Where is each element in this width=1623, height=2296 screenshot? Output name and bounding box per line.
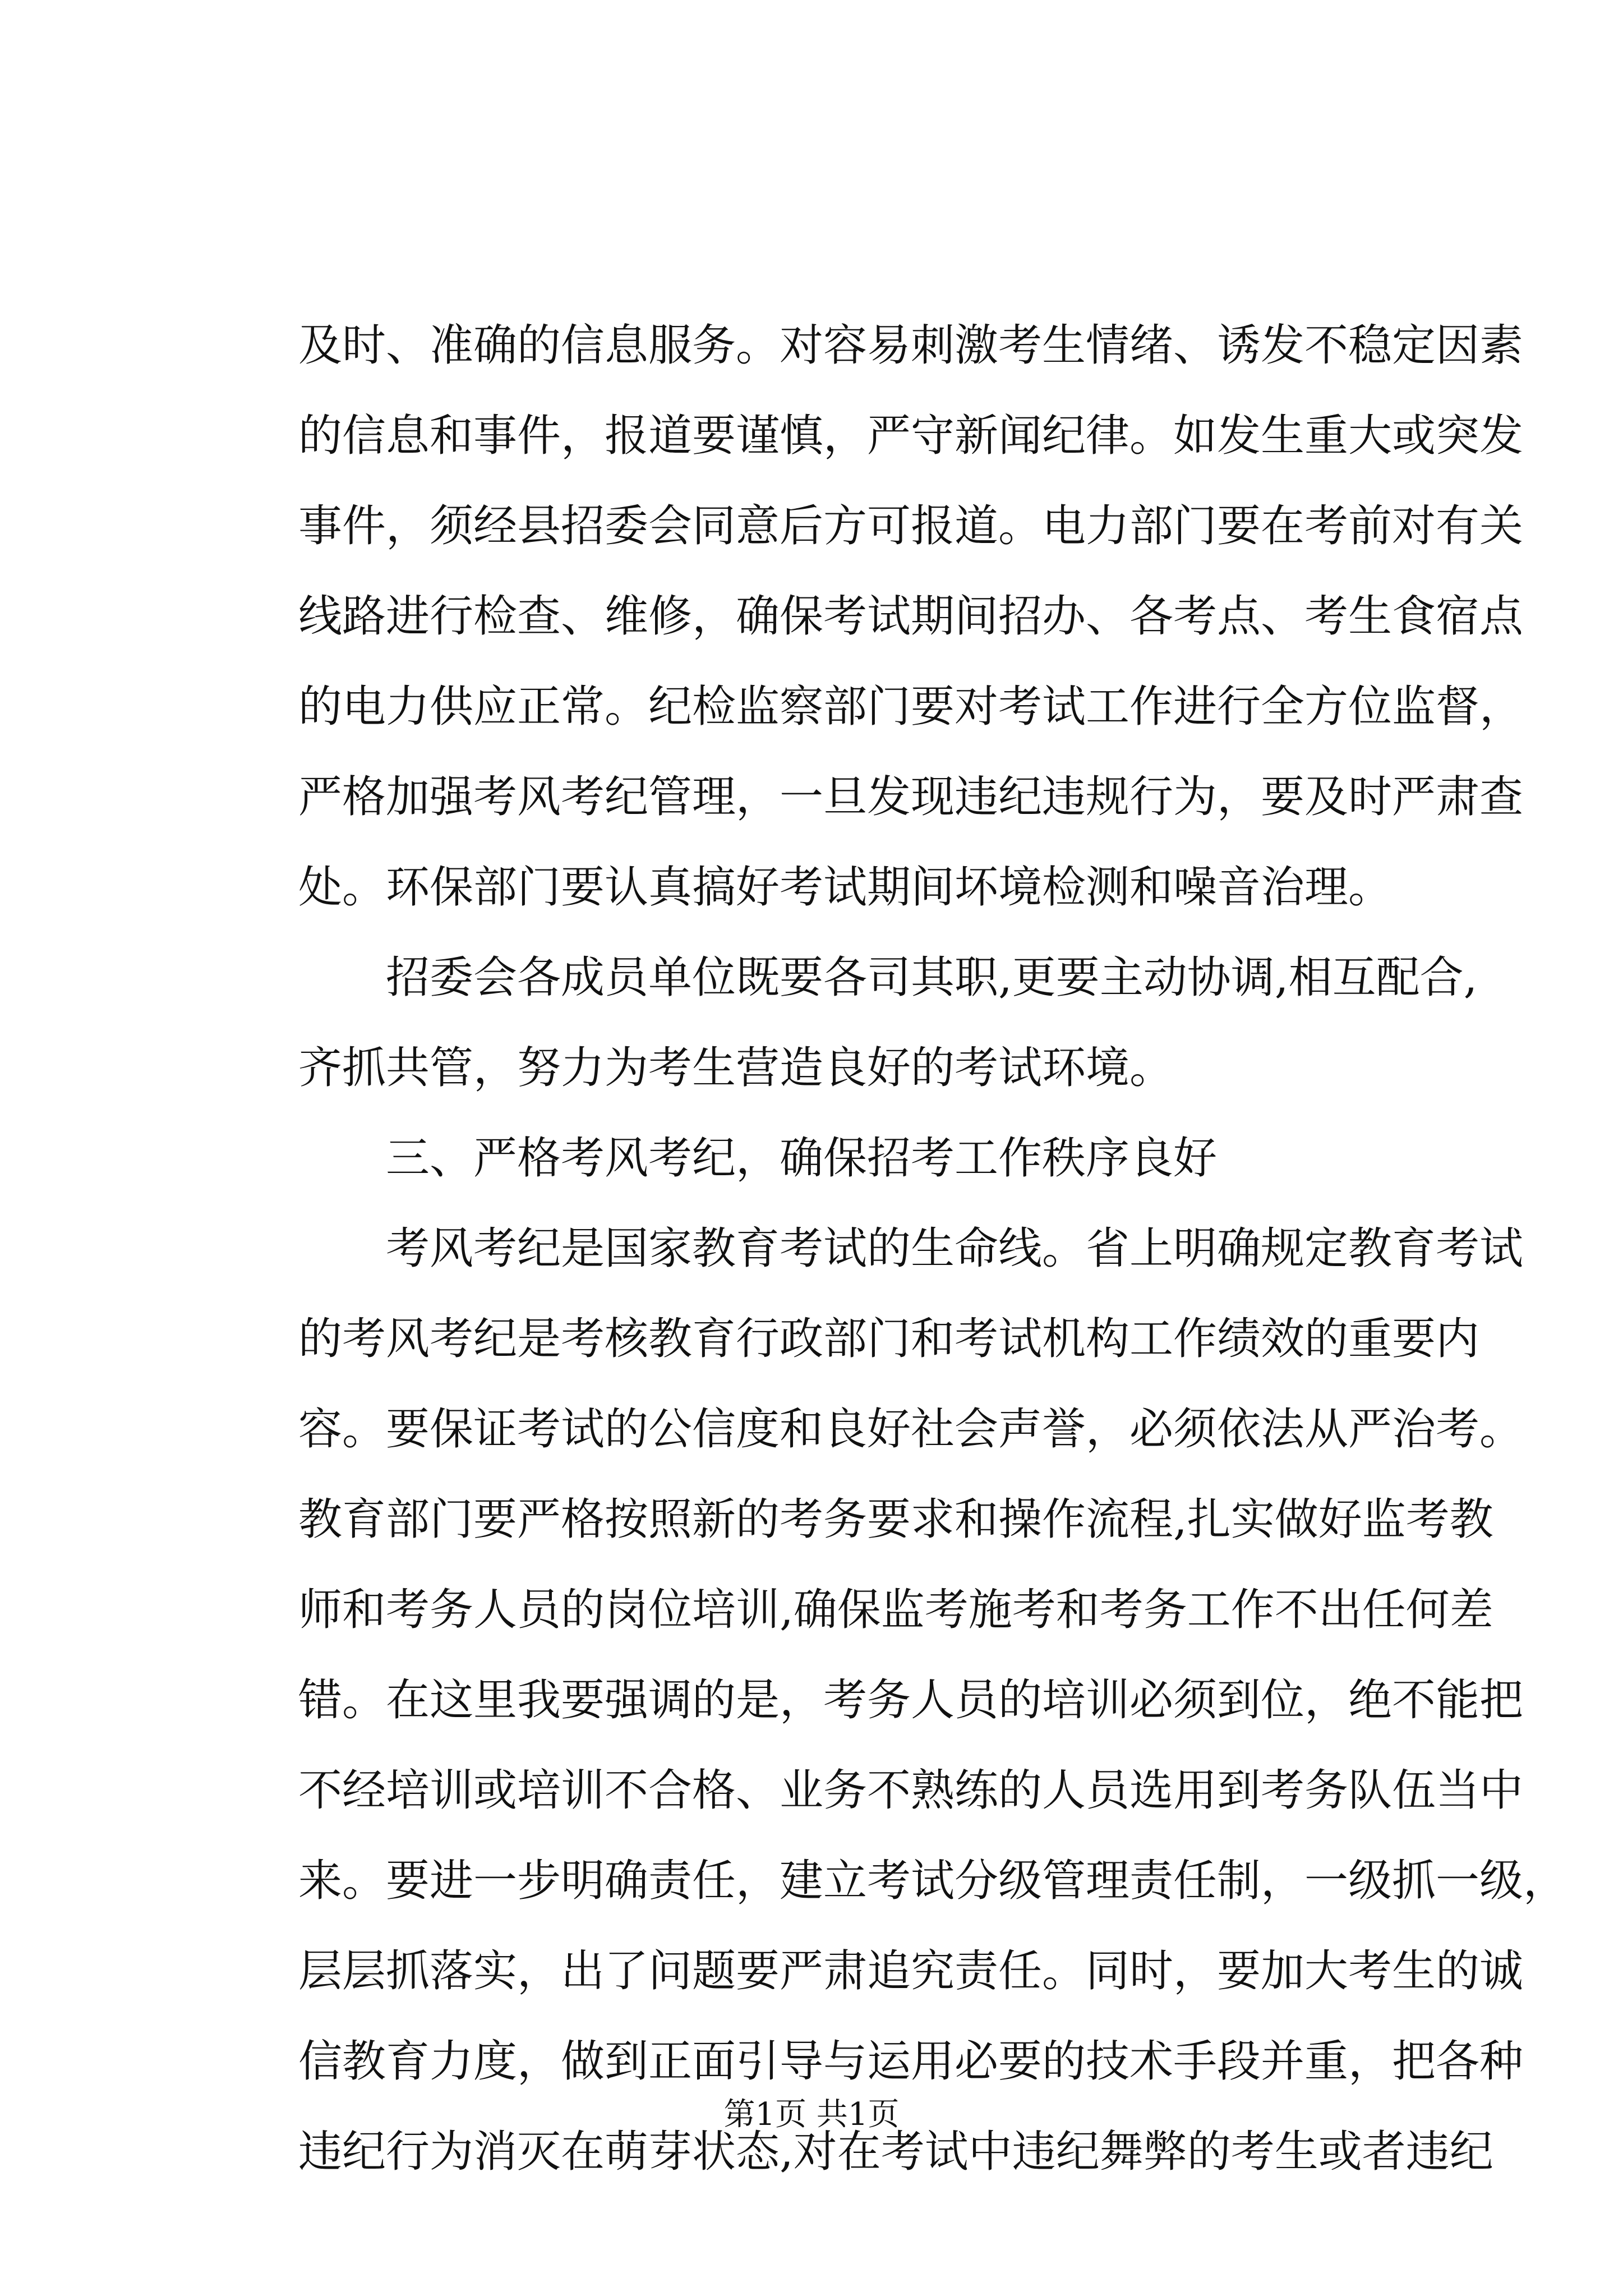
text-line: 的信息和事件，报道要谨慎，严守新闻纪律。如发生重大或突发 bbox=[298, 411, 1524, 461]
text-line: 教育部门要严格按照新的考务要求和操作流程,扎实做好监考教 bbox=[298, 1494, 1493, 1545]
text-line: 严格加强考风考纪管理，一旦发现违纪违规行为，要及时严肃查 bbox=[298, 772, 1524, 822]
text-line: 师和考务人员的岗位培训,确保监考施考和考务工作不出任何差 bbox=[298, 1585, 1493, 1635]
text-line: 错。在这里我要强调的是，考务人员的培训必须到位，绝不能把 bbox=[298, 1675, 1524, 1726]
text-line: 齐抓共管，努力为考生营造良好的考试环境。 bbox=[298, 1043, 1174, 1093]
section-heading: 三、严格考风考纪，确保招考工作秩序良好 bbox=[386, 1133, 1218, 1184]
document-body bbox=[298, 301, 1567, 2197]
text-line: 招委会各成员单位既要各司其职,更要主动协调,相互配合, bbox=[386, 953, 1478, 1003]
text-line: 信教育力度，做到正面引导与运用必要的技术手段并重，把各种 bbox=[298, 2036, 1524, 2087]
text-line: 不经培训或培训不合格、业务不熟练的人员选用到考务队伍当中 bbox=[298, 1765, 1524, 1816]
text-line: 考风考纪是国家教育考试的生命线。省上明确规定教育考试 bbox=[386, 1223, 1524, 1274]
text-line: 及时、准确的信息服务。对容易刺激考生情绪、诱发不稳定因素 bbox=[298, 320, 1524, 371]
text-line: 事件，须经县招委会同意后方可报道。电力部门要在考前对有关 bbox=[298, 501, 1524, 551]
text-line: 线路进行检查、维修，确保考试期间招办、各考点、考生食宿点 bbox=[298, 591, 1524, 642]
text-line: 层层抓落实，出了问题要严肃追究责任。同时，要加大考生的诚 bbox=[298, 1946, 1524, 1996]
text-line: 容。要保证考试的公信度和良好社会声誉，必须依法从严治考。 bbox=[298, 1404, 1524, 1455]
text-line: 违纪行为消灭在萌芽状态,对在考试中违纪舞弊的考生或者违纪 bbox=[298, 2127, 1493, 2177]
text-line: 的考风考纪是考核教育行政部门和考试机构工作绩效的重要内 bbox=[298, 1314, 1480, 1364]
page-footer: 第1页 共1页 bbox=[723, 2096, 900, 2133]
text-line: 的电力供应正常。纪检监察部门要对考试工作进行全方位监督， bbox=[298, 682, 1524, 732]
text-line: 处。环保部门要认真搞好考试期间坏境检测和噪音治理。 bbox=[298, 862, 1393, 913]
text-line: 来。要进一步明确责任，建立考试分级管理责任制，一级抓一级， bbox=[298, 1856, 1567, 1906]
